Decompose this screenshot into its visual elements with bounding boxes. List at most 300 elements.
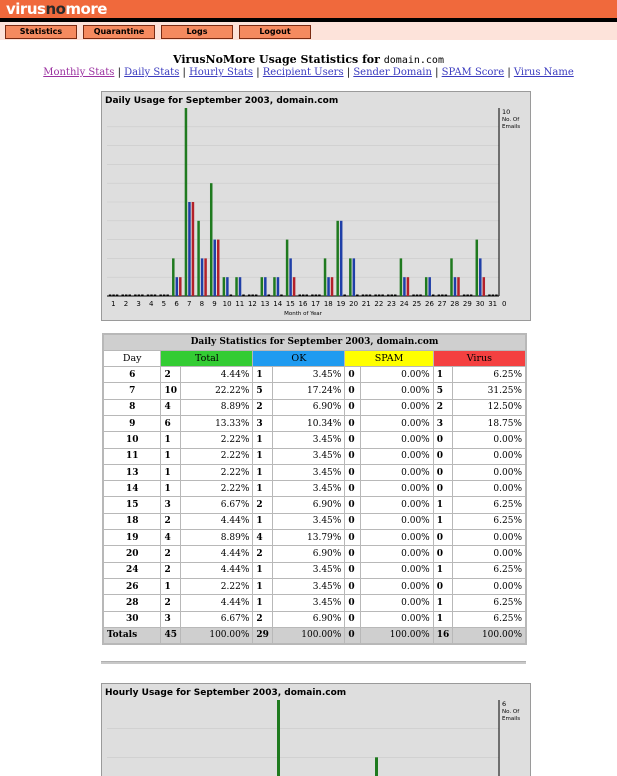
table-cell-tp: 2.22% bbox=[180, 578, 252, 594]
table-cell-s: 0 bbox=[345, 448, 361, 464]
table-cell-day: 9 bbox=[103, 415, 161, 431]
table-cell-t: 2 bbox=[161, 367, 181, 383]
table-cell-o: 1 bbox=[253, 432, 273, 448]
bar-virus-day-15 bbox=[293, 277, 296, 296]
header-total: Total bbox=[161, 350, 253, 366]
bar-total-day-15 bbox=[286, 240, 289, 296]
table-cell-sp: 0.00% bbox=[361, 399, 433, 415]
bar-virus-day-12 bbox=[255, 295, 258, 297]
totals-virus: 16 bbox=[433, 627, 453, 643]
table-cell-t: 4 bbox=[161, 399, 181, 415]
table-cell-day: 30 bbox=[103, 611, 161, 627]
bar-virus-day-27 bbox=[445, 295, 448, 297]
table-row bbox=[103, 415, 526, 431]
table-cell-op: 6.90% bbox=[272, 546, 344, 562]
table-cell-sp: 0.00% bbox=[361, 497, 433, 513]
totals-label: Totals bbox=[103, 627, 161, 643]
table-row bbox=[103, 432, 526, 448]
bar-total-day-2 bbox=[121, 295, 124, 297]
table-cell-tp: 22.22% bbox=[180, 383, 252, 399]
link-sender-domain[interactable]: Sender Domain bbox=[353, 67, 432, 78]
bar-virus-day-7 bbox=[192, 202, 195, 296]
x-tick-label: 28 bbox=[450, 300, 460, 308]
bar-ok-day-5 bbox=[163, 295, 166, 297]
bar-ok-day-12 bbox=[251, 295, 254, 297]
x-tick-label: 26 bbox=[424, 300, 434, 308]
hourly-chart-title: Hourly Usage for September 2003, domain.com bbox=[105, 688, 347, 698]
x-tick-label: 27 bbox=[437, 300, 447, 308]
table-cell-vp: 18.75% bbox=[453, 415, 526, 431]
x-tick-label: 13 bbox=[260, 300, 270, 308]
table-cell-v: 1 bbox=[433, 497, 453, 513]
bar-total-day-6 bbox=[172, 258, 175, 296]
table-cell-v: 1 bbox=[433, 513, 453, 529]
table-cell-t: 6 bbox=[161, 415, 181, 431]
y-max-label: 10 bbox=[502, 108, 511, 116]
bar-virus-day-4 bbox=[154, 295, 157, 297]
bar-ok-day-11 bbox=[239, 277, 242, 296]
table-cell-s: 0 bbox=[345, 611, 361, 627]
bar-ok-day-10 bbox=[226, 277, 229, 296]
section-divider bbox=[101, 661, 526, 664]
table-cell-day: 20 bbox=[103, 546, 161, 562]
x-tick-label: 12 bbox=[247, 300, 257, 308]
table-cell-t: 3 bbox=[161, 611, 181, 627]
x-tick-label: 6 bbox=[174, 300, 179, 308]
x-tick-label: 15 bbox=[285, 300, 295, 308]
table-cell-o: 1 bbox=[253, 595, 273, 611]
table-cell-vp: 0.00% bbox=[453, 481, 526, 497]
x-axis-label: Month of Year bbox=[284, 311, 322, 317]
logs-button[interactable]: Logs bbox=[161, 25, 233, 39]
table-cell-vp: 0.00% bbox=[453, 546, 526, 562]
table-cell-o: 2 bbox=[253, 497, 273, 513]
table-cell-day: 14 bbox=[103, 481, 161, 497]
table-cell-sp: 0.00% bbox=[361, 562, 433, 578]
table-cell-vp: 12.50% bbox=[453, 399, 526, 415]
table-cell-v: 0 bbox=[433, 481, 453, 497]
totals-total: 45 bbox=[161, 627, 181, 643]
bar-virus-day-2 bbox=[128, 295, 131, 297]
bar-virus-day-17 bbox=[318, 295, 321, 297]
table-row bbox=[103, 464, 526, 480]
table-cell-v: 1 bbox=[433, 562, 453, 578]
bar-virus-day-22 bbox=[381, 295, 384, 297]
x-tick-label: 18 bbox=[323, 300, 333, 308]
bar-total-day-10 bbox=[223, 277, 226, 296]
table-cell-day: 10 bbox=[103, 432, 161, 448]
bar-virus-day-1 bbox=[116, 295, 119, 297]
totals-row bbox=[103, 627, 526, 643]
y-axis-label-line2: Emails bbox=[502, 124, 521, 130]
x-tick-label: 1 bbox=[111, 300, 116, 308]
bar-total-day-29 bbox=[463, 295, 466, 297]
bar-ok-day-13 bbox=[264, 277, 267, 296]
bar-total-day-1 bbox=[109, 295, 112, 297]
bar-total-day-7 bbox=[185, 108, 188, 296]
bar-virus-day-25 bbox=[419, 295, 422, 297]
link-hourly-stats[interactable]: Hourly Stats bbox=[189, 67, 254, 78]
table-cell-op: 6.90% bbox=[272, 611, 344, 627]
table-cell-sp: 0.00% bbox=[361, 464, 433, 480]
table-cell-s: 0 bbox=[345, 562, 361, 578]
table-cell-t: 1 bbox=[161, 464, 181, 480]
totals-spam-pct: 100.00% bbox=[361, 627, 433, 643]
table-cell-sp: 0.00% bbox=[361, 513, 433, 529]
table-cell-op: 6.90% bbox=[272, 399, 344, 415]
table-row bbox=[103, 399, 526, 415]
y-axis-label-line1: No. Of bbox=[502, 117, 520, 123]
bar-total-day-12 bbox=[248, 295, 251, 297]
table-cell-tp: 6.67% bbox=[180, 497, 252, 513]
table-cell-t: 10 bbox=[161, 383, 181, 399]
table-cell-v: 0 bbox=[433, 448, 453, 464]
bar-virus-day-13 bbox=[268, 295, 271, 297]
link-virus-name[interactable]: Virus Name bbox=[513, 67, 574, 78]
table-cell-o: 1 bbox=[253, 367, 273, 383]
bar-ok-day-17 bbox=[315, 295, 318, 297]
table-cell-o: 1 bbox=[253, 562, 273, 578]
table-row bbox=[103, 383, 526, 399]
table-cell-tp: 2.22% bbox=[180, 481, 252, 497]
y-max-label: 6 bbox=[502, 700, 507, 708]
table-cell-t: 3 bbox=[161, 497, 181, 513]
bar-total-day-17 bbox=[311, 295, 314, 297]
table-cell-v: 5 bbox=[433, 383, 453, 399]
table-cell-o: 5 bbox=[253, 383, 273, 399]
bar-virus-day-9 bbox=[217, 240, 220, 296]
bar-ok-day-20 bbox=[353, 258, 356, 296]
table-cell-o: 2 bbox=[253, 611, 273, 627]
bar-total-hour-16 bbox=[375, 757, 378, 776]
bar-ok-day-28 bbox=[454, 277, 457, 296]
hourly-usage-chart bbox=[101, 683, 531, 776]
x-tick-label: 24 bbox=[399, 300, 409, 308]
bar-ok-day-6 bbox=[176, 277, 179, 296]
table-cell-t: 1 bbox=[161, 578, 181, 594]
bar-total-day-20 bbox=[349, 258, 352, 296]
x-tick-label: 7 bbox=[186, 300, 192, 308]
bar-ok-day-23 bbox=[391, 295, 394, 297]
bar-virus-day-23 bbox=[394, 295, 397, 297]
table-cell-vp: 0.00% bbox=[453, 464, 526, 480]
bar-ok-day-25 bbox=[416, 295, 419, 297]
bar-total-day-22 bbox=[374, 295, 377, 297]
table-cell-v: 0 bbox=[433, 464, 453, 480]
logout-button[interactable]: Logout bbox=[239, 25, 311, 39]
bar-virus-day-10 bbox=[230, 295, 233, 297]
x-tick-label: 19 bbox=[336, 300, 346, 308]
bar-total-day-28 bbox=[450, 258, 453, 296]
bar-total-day-25 bbox=[412, 295, 415, 297]
bar-ok-day-29 bbox=[466, 295, 469, 297]
table-cell-v: 3 bbox=[433, 415, 453, 431]
bar-ok-day-19 bbox=[340, 221, 343, 296]
bar-virus-day-11 bbox=[242, 295, 245, 297]
table-cell-vp: 0.00% bbox=[453, 448, 526, 464]
table-cell-tp: 2.22% bbox=[180, 464, 252, 480]
x-tick-label: 4 bbox=[149, 300, 154, 308]
bar-ok-day-22 bbox=[378, 295, 381, 297]
table-cell-vp: 6.25% bbox=[453, 513, 526, 529]
y-min-label: 0 bbox=[502, 300, 507, 308]
table-cell-s: 0 bbox=[345, 595, 361, 611]
table-cell-v: 0 bbox=[433, 530, 453, 546]
bar-total-day-26 bbox=[425, 277, 428, 296]
bar-virus-day-26 bbox=[432, 295, 435, 297]
y-axis-label-line2: Emails bbox=[502, 716, 521, 722]
table-cell-day: 18 bbox=[103, 513, 161, 529]
table-cell-op: 3.45% bbox=[272, 578, 344, 594]
bar-total-day-5 bbox=[159, 295, 162, 297]
table-cell-op: 3.45% bbox=[272, 562, 344, 578]
bar-total-day-27 bbox=[438, 295, 441, 297]
table-cell-v: 1 bbox=[433, 595, 453, 611]
table-cell-s: 0 bbox=[345, 383, 361, 399]
bar-virus-day-16 bbox=[306, 295, 309, 297]
table-cell-sp: 0.00% bbox=[361, 595, 433, 611]
bar-virus-day-14 bbox=[280, 295, 283, 297]
bar-ok-day-8 bbox=[201, 258, 204, 296]
table-cell-tp: 8.89% bbox=[180, 399, 252, 415]
table-cell-v: 2 bbox=[433, 399, 453, 415]
table-cell-o: 2 bbox=[253, 399, 273, 415]
table-cell-vp: 6.25% bbox=[453, 562, 526, 578]
bar-total-day-23 bbox=[387, 295, 390, 297]
hourly-chart-svg bbox=[102, 684, 530, 776]
x-tick-label: 3 bbox=[136, 300, 141, 308]
statistics-button[interactable]: Statistics bbox=[5, 25, 77, 39]
bar-total-day-8 bbox=[197, 221, 200, 296]
table-cell-v: 1 bbox=[433, 611, 453, 627]
x-tick-label: 30 bbox=[475, 300, 485, 308]
x-tick-label: 29 bbox=[462, 300, 472, 308]
table-cell-op: 3.45% bbox=[272, 448, 344, 464]
table-row bbox=[103, 367, 526, 383]
table-cell-o: 1 bbox=[253, 481, 273, 497]
x-tick-label: 17 bbox=[311, 300, 321, 308]
table-cell-vp: 6.25% bbox=[453, 497, 526, 513]
bar-virus-day-21 bbox=[369, 295, 372, 297]
table-cell-op: 17.24% bbox=[272, 383, 344, 399]
table-cell-tp: 6.67% bbox=[180, 611, 252, 627]
table-cell-s: 0 bbox=[345, 367, 361, 383]
table-cell-sp: 0.00% bbox=[361, 432, 433, 448]
table-cell-sp: 0.00% bbox=[361, 383, 433, 399]
table-cell-tp: 4.44% bbox=[180, 546, 252, 562]
table-cell-vp: 0.00% bbox=[453, 578, 526, 594]
table-cell-op: 3.45% bbox=[272, 513, 344, 529]
bar-ok-day-2 bbox=[125, 295, 128, 297]
table-row bbox=[103, 611, 526, 627]
table-cell-day: 13 bbox=[103, 464, 161, 480]
bar-total-day-24 bbox=[400, 258, 403, 296]
bar-ok-day-16 bbox=[302, 295, 305, 297]
link-recipient-users[interactable]: Recipient Users bbox=[262, 67, 344, 78]
x-tick-label: 20 bbox=[349, 300, 359, 308]
x-tick-label: 31 bbox=[488, 300, 498, 308]
bar-total-day-21 bbox=[362, 295, 365, 297]
bar-ok-day-14 bbox=[277, 277, 280, 296]
bar-ok-day-9 bbox=[213, 240, 216, 296]
table-cell-o: 1 bbox=[253, 448, 273, 464]
table-cell-op: 3.45% bbox=[272, 367, 344, 383]
table-row bbox=[103, 530, 526, 546]
table-cell-s: 0 bbox=[345, 399, 361, 415]
bar-virus-day-24 bbox=[407, 277, 410, 296]
bar-total-day-13 bbox=[261, 277, 264, 296]
table-cell-o: 3 bbox=[253, 415, 273, 431]
bar-virus-day-5 bbox=[166, 295, 169, 297]
table-cell-t: 2 bbox=[161, 513, 181, 529]
y-axis-label-line1: No. Of bbox=[502, 709, 520, 715]
table-cell-day: 6 bbox=[103, 367, 161, 383]
table-cell-t: 1 bbox=[161, 448, 181, 464]
table-cell-o: 2 bbox=[253, 546, 273, 562]
table-cell-day: 8 bbox=[103, 399, 161, 415]
bar-total-day-19 bbox=[336, 221, 339, 296]
bar-total-day-3 bbox=[134, 295, 137, 297]
table-cell-tp: 2.22% bbox=[180, 432, 252, 448]
bar-virus-day-30 bbox=[483, 277, 486, 296]
bar-ok-day-30 bbox=[479, 258, 482, 296]
table-cell-op: 3.45% bbox=[272, 464, 344, 480]
daily-stats-table bbox=[102, 333, 527, 645]
daily-usage-chart bbox=[101, 91, 531, 321]
totals-ok: 29 bbox=[253, 627, 273, 643]
table-cell-tp: 4.44% bbox=[180, 562, 252, 578]
table-row bbox=[103, 448, 526, 464]
table-cell-vp: 6.25% bbox=[453, 367, 526, 383]
table-cell-v: 0 bbox=[433, 432, 453, 448]
table-cell-op: 10.34% bbox=[272, 415, 344, 431]
table-cell-o: 1 bbox=[253, 513, 273, 529]
table-cell-t: 2 bbox=[161, 595, 181, 611]
x-tick-label: 22 bbox=[374, 300, 384, 308]
stats-links: Monthly Stats | Daily Stats | Hourly Stats | Recipient Users | Sender Domain | SPAM Score | Virus Name bbox=[43, 67, 574, 78]
table-cell-op: 13.79% bbox=[272, 530, 344, 546]
table-row bbox=[103, 481, 526, 497]
table-cell-sp: 0.00% bbox=[361, 611, 433, 627]
bar-ok-day-1 bbox=[112, 295, 115, 297]
bar-total-day-4 bbox=[147, 295, 150, 297]
table-cell-o: 1 bbox=[253, 578, 273, 594]
table-cell-s: 0 bbox=[345, 415, 361, 431]
table-row bbox=[103, 546, 526, 562]
bar-virus-day-6 bbox=[179, 277, 182, 296]
x-tick-label: 10 bbox=[222, 300, 232, 308]
table-cell-sp: 0.00% bbox=[361, 578, 433, 594]
table-cell-s: 0 bbox=[345, 578, 361, 594]
table-cell-sp: 0.00% bbox=[361, 415, 433, 431]
x-tick-label: 25 bbox=[412, 300, 422, 308]
bar-ok-day-3 bbox=[138, 295, 141, 297]
table-cell-t: 1 bbox=[161, 481, 181, 497]
totals-ok-pct: 100.00% bbox=[272, 627, 344, 643]
virusnomore-logo: virusnomore bbox=[6, 0, 107, 18]
table-cell-day: 11 bbox=[103, 448, 161, 464]
table-cell-tp: 8.89% bbox=[180, 530, 252, 546]
table-cell-t: 1 bbox=[161, 432, 181, 448]
bar-ok-day-18 bbox=[327, 277, 330, 296]
page-title: VirusNoMore Usage Statistics for domain.com bbox=[173, 53, 444, 66]
quarantine-button[interactable]: Quarantine bbox=[83, 25, 155, 39]
table-cell-sp: 0.00% bbox=[361, 530, 433, 546]
bar-virus-day-29 bbox=[470, 295, 473, 297]
x-tick-label: 21 bbox=[361, 300, 371, 308]
table-cell-tp: 2.22% bbox=[180, 448, 252, 464]
bar-total-day-11 bbox=[235, 277, 238, 296]
table-row bbox=[103, 513, 526, 529]
bar-ok-day-7 bbox=[188, 202, 191, 296]
table-cell-o: 4 bbox=[253, 530, 273, 546]
table-cell-s: 0 bbox=[345, 481, 361, 497]
table-cell-vp: 31.25% bbox=[453, 383, 526, 399]
bar-total-day-16 bbox=[299, 295, 302, 297]
table-cell-s: 0 bbox=[345, 432, 361, 448]
table-row bbox=[103, 562, 526, 578]
table-cell-vp: 6.25% bbox=[453, 611, 526, 627]
bar-virus-day-3 bbox=[141, 295, 144, 297]
bar-ok-day-4 bbox=[150, 295, 153, 297]
table-cell-vp: 6.25% bbox=[453, 595, 526, 611]
table-cell-day: 28 bbox=[103, 595, 161, 611]
table-cell-s: 0 bbox=[345, 497, 361, 513]
x-tick-label: 14 bbox=[273, 300, 283, 308]
header-day: Day bbox=[103, 350, 161, 366]
bar-virus-day-8 bbox=[204, 258, 207, 296]
table-cell-s: 0 bbox=[345, 546, 361, 562]
table-cell-t: 2 bbox=[161, 546, 181, 562]
header-spam: SPAM bbox=[345, 350, 433, 366]
bar-virus-day-31 bbox=[495, 295, 498, 297]
table-cell-tp: 4.44% bbox=[180, 595, 252, 611]
table-cell-day: 26 bbox=[103, 578, 161, 594]
table-cell-s: 0 bbox=[345, 513, 361, 529]
table-cell-s: 0 bbox=[345, 464, 361, 480]
x-tick-label: 2 bbox=[123, 300, 129, 308]
daily-chart-svg bbox=[102, 92, 530, 320]
x-tick-label: 9 bbox=[212, 300, 217, 308]
totals-total-pct: 100.00% bbox=[180, 627, 252, 643]
bar-ok-day-26 bbox=[428, 277, 431, 296]
table-cell-sp: 0.00% bbox=[361, 546, 433, 562]
table-cell-t: 2 bbox=[161, 562, 181, 578]
table-row bbox=[103, 595, 526, 611]
link-monthly-stats[interactable]: Monthly Stats bbox=[43, 67, 115, 78]
table-row bbox=[103, 578, 526, 594]
table-cell-tp: 4.44% bbox=[180, 367, 252, 383]
table-cell-op: 3.45% bbox=[272, 432, 344, 448]
table-cell-day: 24 bbox=[103, 562, 161, 578]
table-cell-s: 0 bbox=[345, 530, 361, 546]
table-cell-sp: 0.00% bbox=[361, 367, 433, 383]
link-daily-stats[interactable]: Daily Stats bbox=[124, 67, 180, 78]
table-cell-tp: 4.44% bbox=[180, 513, 252, 529]
bar-virus-day-19 bbox=[343, 295, 346, 297]
table-cell-op: 3.45% bbox=[272, 481, 344, 497]
bar-ok-day-15 bbox=[289, 258, 292, 296]
bar-total-day-31 bbox=[488, 295, 491, 297]
table-cell-v: 0 bbox=[433, 546, 453, 562]
bar-ok-day-21 bbox=[365, 295, 368, 297]
table-cell-vp: 0.00% bbox=[453, 432, 526, 448]
table-cell-tp: 13.33% bbox=[180, 415, 252, 431]
bar-total-day-14 bbox=[273, 277, 276, 296]
table-cell-sp: 0.00% bbox=[361, 448, 433, 464]
link-spam-score[interactable]: SPAM Score bbox=[441, 67, 505, 78]
x-tick-label: 11 bbox=[235, 300, 245, 308]
